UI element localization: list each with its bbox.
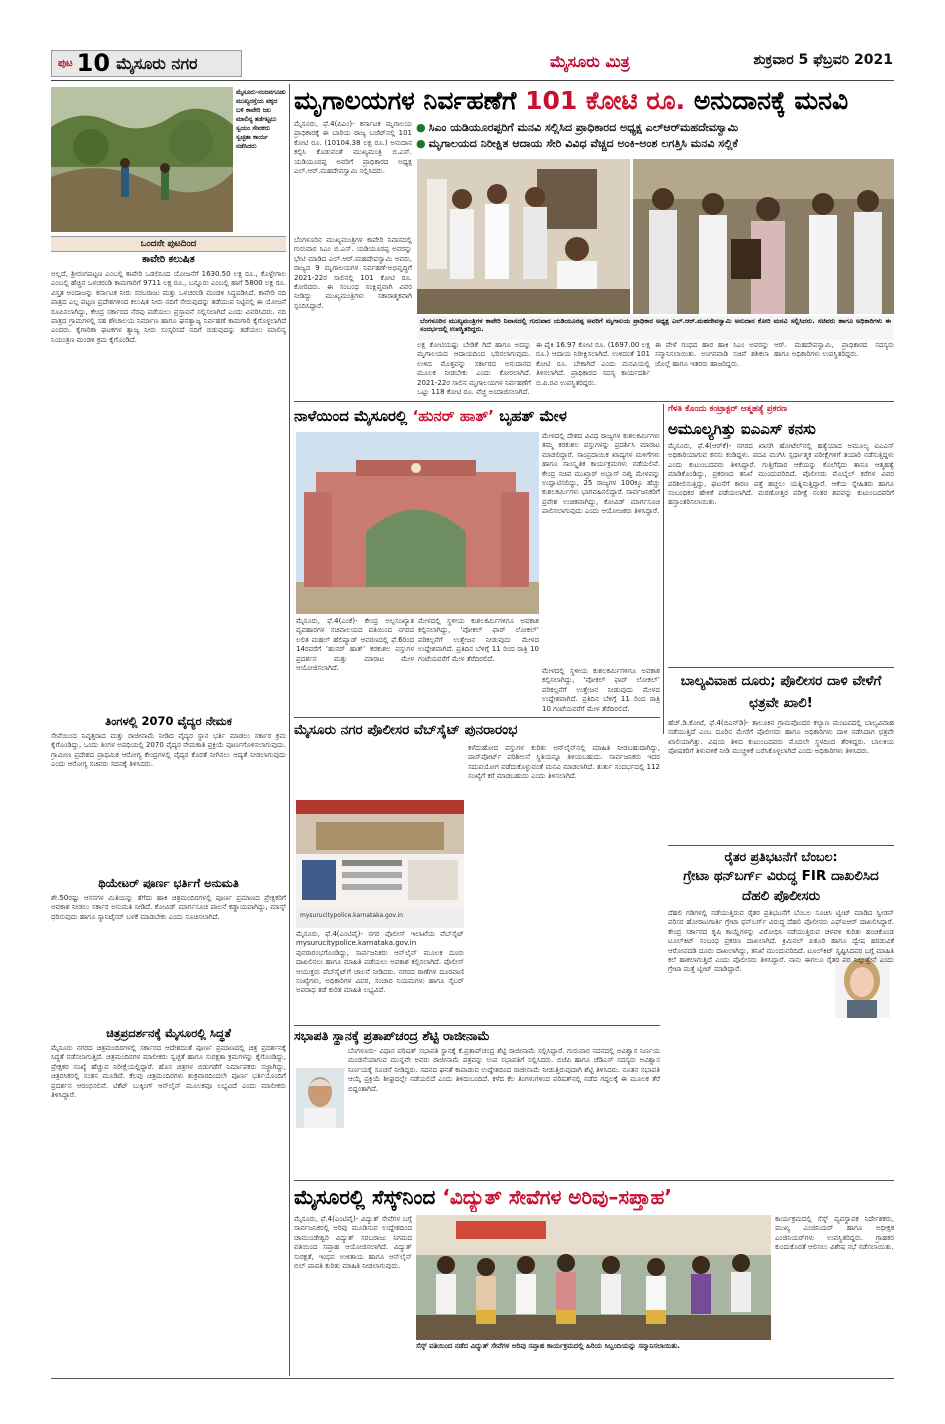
child-marriage-rule (668, 667, 894, 668)
cinema-title: ಚಿತ್ರಪ್ರದರ್ಶನಕ್ಕೆ ಮೈಸೂರಲ್ಲಿ ಸಿದ್ಧತೆ (106, 1026, 231, 1040)
hunar-body-3: ಮೇಳದಲ್ಲಿ ಸ್ಥಳೀಯ ಕುಶಲಕರ್ಮಿಗಳಿಗೂ ಅವಕಾಶ ಕಲ್ಪಿಸಲಾಗಿದ್ದು, ‘ವೋಕಲ್ ಫಾರ್ ಲೋಕಲ್’ ಪರಿಕಲ್ಪನೆಗೆ ಉತ್ತೇಜನ ನೀಡುವುದು ಮೇಳದ ಉದ್ದೇಶವಾಗಿದೆ. ಪ್ರತಿದಿನ ಬೆಳಿಗ್ಗೆ 11 ರಿಂದ ರಾತ್ರಿ 10 ಗಂಟೆಯವರೆಗೆ ಮೇಳ ತೆರೆದಿರಲಿದೆ. (542, 667, 660, 713)
hunar-headline-highlight: ‘ಹುನರ್ ಹಾತ್’ (412, 407, 494, 425)
zoo-intro-2: ಬೆಂಗಳೂರಿನ ಮುಖ್ಯಮಂತ್ರಿಗಳ ಕಾವೇರಿ ನಿವಾಸದಲ್ಲಿ ಗುರುವಾರ ಸಿಎಂ ಬಿ.ಎಸ್. ಯಡಿಯೂರಪ್ಪ ಅವರನ್ನು ಭೇಟಿ ಮಾಡಿದ ಎಲ್.ಆರ್.ಮಹದೇವಸ್ವಾಮಿ ಅವರು, ರಾಜ್ಯದ 9 ಮೃಗಾಲಯಗಳ ನಿರ್ವಹಣೆ-ಅಭಿವೃದ್ಧಿಗೆ 2021-22ರ ಸಾಲಿನಲ್ಲಿ 101 ಕೋಟಿ ರೂ. ಕೋರಿದರು. ಈ ಸಂಬಂಧ ಸಂಕ್ಷಿಪ್ತವಾಗಿ ವಿವರ ನೀಡಿದ್ದು ಮುಖ್ಯಮಂತ್ರಿಗಳು ಸಕಾರಾತ್ಮಕವಾಗಿ ಸ್ಪಂದಿಸಿದ್ದಾರೆ. (294, 236, 412, 310)
zoo-photo-cm-meeting (417, 159, 630, 314)
hunar-caption-intro: ಮೈಸೂರು, ಫೆ.4(ಎಂಕೆ)- ಕೇಂದ್ರ ಅಲ್ಪಸಂಖ್ಯಾತ ವ್ಯವಹಾರಗಳ ಸಚಿವಾಲಯದ ವತಿಯಿಂದ ನಗರದ ಲಲಿತ ಮಹಲ್ ಹೆಲಿಪ್ಯಾಡ್ ಆವರಣದಲ್ಲಿ ಫೆ.6ರಿಂದ 14ರವರೆಗೆ ‘ಹುನರ್ ಹಾತ್’ ಕರಕುಶಲ ವಸ್ತುಗಳ ಪ್ರದರ್ಶನ ಮತ್ತು ಮಾರಾಟ ಮೇಳ ಆಯೋಜಿಸಲಾಗಿದೆ. (296, 617, 414, 673)
ias-title: ಅಮೂಲ್ಯಗಿತ್ತು ಐಎಎಸ್ ಕನಸು (668, 420, 816, 438)
greta-kicker: ರೈತರ ಪ್ರತಿಭಟನೆಗೆ ಬೆಂಬಲ: (724, 849, 838, 864)
zoo-headline-pre: ಮೃಗಾಲಯಗಳ ನಿರ್ವಹಣೆಗೆ (294, 86, 517, 115)
police-top-rule (294, 717, 660, 718)
masthead (0, 0, 945, 88)
zoo-bottom-rule (294, 401, 894, 402)
kaveri-title: ಕಾವೇರಿ ಕಲುಷಿತ (142, 254, 195, 265)
pratapchandra-shetty-portrait (296, 1068, 344, 1128)
zoo-col-d: ಆರ್. ಮಹದೇವಸ್ವಾಮಿ, ಪ್ರಾಧಿಕಾರದ ಸದಸ್ಯರು ಹಾಗೂ ಅಧಿಕಾರಿಗಳು ಉಪಸ್ಥಿತರಿದ್ದರು. (774, 341, 894, 359)
page-bottom-rule (51, 1378, 894, 1379)
chairman-body: ಬೆಂಗಳೂರು- ವಿಧಾನ ಪರಿಷತ್ ಸಭಾಪತಿ ಸ್ಥಾನಕ್ಕೆ ಕೆ.ಪ್ರತಾಪ್‌ಚಂದ್ರ ಶೆಟ್ಟಿ ರಾಜೀನಾಮೆ ಸಲ್ಲಿಸಿದ್ದಾರೆ. ಗುರುವಾರ ಸದನದಲ್ಲಿ ಅವಿಶ್ವಾಸ ನಿರ್ಣಯ ಮಂಡನೆಯಾಗುವ ಮುನ್ನವೇ ಅವರು ರಾಜೀನಾಮೆ ಪತ್ರವನ್ನು ಉಪ ಸಭಾಪತಿಗೆ ಸಲ್ಲಿಸಿದರು. ಬಿಜೆಪಿ ಹಾಗೂ ಜೆಡಿಎಸ್ ಸದಸ್ಯರು ಅವಿಶ್ವಾಸ ನಿರ್ಣಯಕ್ಕೆ ಸೂಚನೆ ನೀಡಿದ್ದರು. ಸದನದ ಘನತೆ ಕಾಪಾಡುವ ಉದ್ದೇಶದಿಂದ ರಾಜೀನಾಮೆ ನೀಡುತ್ತಿರುವುದಾಗಿ ಶೆಟ್ಟಿ ತಿಳಿಸಿದರು. ನೂತನ ಸಭಾಪತಿ ಆಯ್ಕೆ ಪ್ರಕ್ರಿಯೆ ಶೀಘ್ರದಲ್ಲೇ ನಡೆಯಲಿದೆ ಎಂದು ತಿಳಿದುಬಂದಿದೆ. ಕಳೆದ ಕೆಲ ತಿಂಗಳುಗಳಿಂದ ಪರಿಷತ್‌ನಲ್ಲಿ ನಡೆದ ಗದ್ದಲಕ್ಕೆ ಈ ಮೂಲಕ ತೆರೆ ಬಿದ್ದಂತಾಗಿದೆ. (348, 1047, 660, 1093)
hunar-body-2: ಮೇಳದಲ್ಲಿ ಸ್ಥಳೀಯ ಕುಶಲಕರ್ಮಿಗಳಿಗೂ ಅವಕಾಶ ಕಲ್ಪಿಸಲಾಗಿದ್ದು, ‘ವೋಕಲ್ ಫಾರ್ ಲೋಕಲ್’ ಪರಿಕಲ್ಪನೆಗೆ ಉತ್ತೇಜನ ನೀಡುವುದು ಮೇಳದ ಉದ್ದೇಶವಾಗಿದೆ. ಪ್ರತಿದಿನ ಬೆಳಿಗ್ಗೆ 11 ರಿಂದ ರಾತ್ರಿ 10 ಗಂಟೆಯವರೆಗೆ ಮೇಳ ತೆರೆದಿರಲಿದೆ. (418, 617, 539, 663)
column-divider (289, 84, 290, 1376)
child-marriage-title: ಬಾಲ್ಯವಿವಾಹ ದೂರು; ಪೊಲೀಸರ ದಾಳಿ ವೇಳೆಗೆ ಛತ್ರವೇ ಖಾಲಿ! (680, 673, 882, 711)
police-web-body-2: ಕಳೆದುಹೋದ ವಸ್ತುಗಳ ಕುರಿತು ಆನ್‌ಲೈನ್‌ನಲ್ಲಿ ಮಾಹಿತಿ ನೀಡಬಹುದಾಗಿದ್ದು, ಪಾಸ್‌ಪೋರ್ಟ್ ಪರಿಶೀಲನೆ ಸ್ಥಿತಿಯನ್ನೂ ತಿಳಿಯಬಹುದು. ಸಾರ್ವಜನಿಕರು ಇದರ ಸದುಪಯೋಗ ಪಡೆದುಕೊಳ್ಳುವಂತೆ ಮನವಿ ಮಾಡಲಾಗಿದೆ. ತುರ್ತು ಸಂದರ್ಭದಲ್ಲಿ 112 ಸಂಖ್ಯೆಗೆ ಕರೆ ಮಾಡಬಹುದು ಎಂದು ತಿಳಿಸಲಾಗಿದೆ. (468, 744, 660, 781)
zoo-headline-amount: 101 ಕೋಟಿ ರೂ. (525, 86, 686, 115)
hunar-body: ಮೇಳದಲ್ಲಿ ದೇಶದ ವಿವಿಧ ರಾಜ್ಯಗಳ ಕುಶಲಕರ್ಮಿಗಳು ತಮ್ಮ ಕರಕುಶಲ ವಸ್ತುಗಳನ್ನು ಪ್ರದರ್ಶಿಸಿ ಮಾರಾಟ ಮಾಡಲಿದ್ದಾರೆ. ಸಾಂಪ್ರದಾಯಿಕ ಖಾದ್ಯಗಳ ಮಳಿಗೆಗಳು ಹಾಗೂ ಸಾಂಸ್ಕೃತಿಕ ಕಾರ್ಯಕ್ರಮಗಳು ನಡೆಯಲಿವೆ. ಕೇಂದ್ರ ಸಚಿವ ಮುಖ್ತಾರ್ ಅಬ್ಬಾಸ್ ನಖ್ವಿ ಮೇಳವನ್ನು ಉದ್ಘಾಟಿಸಲಿದ್ದು, 25 ರಾಜ್ಯಗಳ 100ಕ್ಕೂ ಹೆಚ್ಚು ಕುಶಲಕರ್ಮಿಗಳು ಭಾಗವಹಿಸಲಿದ್ದಾರೆ. ಸಾರ್ವಜನಿಕರಿಗೆ ಪ್ರವೇಶ ಉಚಿತವಾಗಿದ್ದು, ಕೋವಿಡ್ ಮಾರ್ಗಸೂಚಿ ಪಾಲಿಸಲಾಗುವುದು ಎಂದು ಆಯೋಜಕರು ತಿಳಿಸಿದ್ದಾರೆ. (542, 432, 660, 516)
cesc-body-right: ಕಾರ್ಯಕ್ರಮದಲ್ಲಿ ಸೆಸ್ಕ್ ವ್ಯವಸ್ಥಾಪಕ ನಿರ್ದೇಶಕರು, ಮುಖ್ಯ ಎಂಜಿನಿಯರ್ ಹಾಗೂ ಅಧೀಕ್ಷಕ ಎಂಜಿನಿಯರ್‌ಗಳು ಉಪಸ್ಥಿತರಿದ್ದರು. ಗ್ರಾಹಕರ ಕುಂದುಕೊರತೆ ಆಲಿಸಲು ವಿಶೇಷ ಸಭೆ ನಡೆಸಲಾಯಿತು. (775, 1215, 894, 1252)
ias-body: ಮೈಸೂರು, ಫೆ.4(ಆರ್‌ಕೆ)- ನಗರದ ಖಾಸಗಿ ಹೋಟೆಲ್‌ನಲ್ಲಿ ಹತ್ಯೆಯಾದ ಅಮೂಲ್ಯ ಐಎಎಸ್ ಅಧಿಕಾರಿಯಾಗುವ ಕನಸು ಕಂಡಿದ್ದಳು. ಪದವಿ ಮುಗಿಸಿ ಸ್ಪರ್ಧಾತ್ಮಕ ಪರೀಕ್ಷೆಗಳಿಗೆ ತಯಾರಿ ನಡೆಸುತ್ತಿದ್ದಳು ಎಂದು ಕುಟುಂಬದವರು ತಿಳಿಸಿದ್ದಾರೆ. ಗುತ್ತಿಗೆದಾರ ಆಕೆಯನ್ನು ಕೊಲೆಗೈದು ತಾನೂ ಆತ್ಮಹತ್ಯೆ ಮಾಡಿಕೊಂಡಿದ್ದು, ಪ್ರಕರಣದ ತನಿಖೆ ಮುಂದುವರಿದಿದೆ. ಪೊಲೀಸರು ಮೊಬೈಲ್ ಕರೆಗಳ ವಿವರ ಪರಿಶೀಲಿಸುತ್ತಿದ್ದು, ಘಟನೆಗೆ ಕಾರಣ ಪತ್ತೆ ಹಚ್ಚಲು ಯತ್ನಿಸುತ್ತಿದ್ದಾರೆ. ಆಕೆಯ ಸ್ನೇಹಿತರು ಹಾಗೂ ಸಂಬಂಧಿಕರ ಹೇಳಿಕೆ ಪಡೆಯಲಾಗಿದೆ. ಮರಣೋತ್ತರ ಪರೀಕ್ಷೆ ನಂತರ ಶವವನ್ನು ಕುಟುಂಬದವರಿಗೆ ಹಸ್ತಾಂತರಿಸಲಾಯಿತು. (668, 442, 894, 507)
cesc-headline-highlight: ‘ವಿದ್ಯುತ್ ಸೇವೆಗಳ ಅರಿವು–ಸಪ್ತಾಹ’ (442, 1185, 672, 1209)
cesc-body: ಮೈಸೂರು, ಫೆ.4(ಎಂಟಿವೈ)- ವಿದ್ಯುತ್ ಸೇವೆಗಳ ಬಗ್ಗೆ ಸಾರ್ವಜನಿಕರಲ್ಲಿ ಅರಿವು ಮೂಡಿಸುವ ಉದ್ದೇಶದಿಂದ ಚಾಮುಂಡೇಶ್ವರಿ ವಿದ್ಯುತ್ ಸರಬರಾಜು ನಿಗಮದ ವತಿಯಿಂದ ಸಪ್ತಾಹ ಆಯೋಜಿಸಲಾಗಿದೆ. ವಿದ್ಯುತ್ ಸುರಕ್ಷತೆ, ಇಂಧನ ಉಳಿತಾಯ ಹಾಗೂ ಆನ್‌ಲೈನ್ ಬಿಲ್ ಪಾವತಿ ಕುರಿತು ಮಾಹಿತಿ ನೀಡಲಾಗುವುದು. (294, 1215, 412, 1271)
cesc-headline (294, 1182, 894, 1212)
greta-body: ದೆಹಲಿ ಗಡಿಗಳಲ್ಲಿ ನಡೆಯುತ್ತಿರುವ ರೈತರ ಪ್ರತಿಭಟನೆಗೆ ಬೆಂಬಲ ಸೂಚಿಸಿ ಟ್ವೀಟ್ ಮಾಡಿದ ಸ್ವೀಡನ್ ಪರಿಸರ ಹೋರಾಟಗಾರ್ತಿ ಗ್ರೇಟಾ ಥನ್‌ಬರ್ಗ್ ವಿರುದ್ಧ ದೆಹಲಿ ಪೊಲೀಸರು ಎಫ್‌ಐಆರ್ ದಾಖಲಿಸಿದ್ದಾರೆ. ಕೇಂದ್ರ ಸರ್ಕಾರದ ಕೃಷಿ ಕಾಯ್ದೆಗಳನ್ನು ವಿರೋಧಿಸಿ ನಡೆಯುತ್ತಿರುವ ಚಳವಳಿ ಕುರಿತು ಹಂಚಿಕೊಂಡ ಟೂಲ್‌ಕಿಟ್ ಸಂಬಂಧ ಪ್ರಕರಣ ದಾಖಲಾಗಿದೆ. ಕ್ರಿಮಿನಲ್ ಪಿತೂರಿ ಹಾಗೂ ದ್ವೇಷ ಹರಡುವಿಕೆ ಆರೋಪದಡಿ ದೂರು ದಾಖಲಾಗಿದ್ದು, ತನಿಖೆ ಮುಂದುವರಿದಿದೆ. ಟೂಲ್‌ಕಿಟ್ ಸೃಷ್ಟಿಸಿದವರ ಬಗ್ಗೆ ಮಾಹಿತಿ ಕಲೆ ಹಾಕಲಾಗುತ್ತಿದೆ ಎಂದು ಪೊಲೀಸರು ತಿಳಿಸಿದ್ದಾರೆ. ನಾನು ಈಗಲೂ ರೈತರ ಪರ ನಿಲ್ಲುತ್ತೇನೆ ಎಂದು ಗ್ರೇಟಾ ಮತ್ತೆ ಟ್ವೀಟ್ ಮಾಡಿದ್ದಾರೆ. (668, 909, 894, 974)
greta-top-rule (668, 845, 894, 846)
hunar-headline-pre: ನಾಳೆಯಿಂದ ಮೈಸೂರಲ್ಲಿ (294, 407, 408, 425)
page-number: 10 (76, 49, 111, 77)
greta-title: ಗ್ರೇಟಾ ಥನ್‌ಬರ್ಗ್ ವಿರುದ್ಧ FIR ದಾಖಲಿಸಿದ ದೆಹಲಿ ಪೊಲೀಸರು (683, 868, 879, 904)
masthead-rule (51, 80, 894, 81)
doctors-title: ತಿಂಗಳಲ್ಲಿ 2070 ವೈದ್ಯರ ನೇಮಕ (105, 714, 232, 728)
hunar-headline-post: ಬೃಹತ್ ಮೇಳ (499, 407, 567, 425)
zoo-col-a: ಲಕ್ಷ ಕೋಟಿಯಷ್ಟು ಬೇಡಿಕೆ ಗಿದೆ ಹಾಗೂ ಅದನ್ನು ಮೃಗಾಲಯದ ಆದಾಯದಿಂದ ಭರಿಸಲಾಗುವುದು. ಉಳಿದ ಮೊತ್ತವನ್ನು ಸರ್ಕಾರದ ಅನುದಾನದ ಮೂಲಕ ನೀಡಬೇಕು ಎಂದು ಕೋರಲಾಗಿದೆ. 2021-22ರ ಸಾಲಿನ ಮೃಗಾಲಯಗಳ ನಿರ್ವಹಣೆಗೆ ಒಟ್ಟು 118 ಕೋಟಿ ರೂ. ವೆಚ್ಚ ಅಂದಾಜಿಸಲಾಗಿದೆ. (417, 341, 531, 397)
zoo-col-c: ಈ ವೇಳೆ ಗಂಧದ ಹಾರ ಹಾಕಿ ಸಿಎಂ ಅವರನ್ನು ಸನ್ಮಾನಿಸಲಾಯಿತು. ಅಂಗನವಾಡಿ ಸಚಿವೆ ಶಶಿಕಲಾ ಜೊಲ್ಲೆ ಹಾಗೂ ಇತರರು ಹಾಜರಿದ್ದರು. (655, 341, 769, 368)
cesc-top-rule (294, 1180, 894, 1181)
section-title: ಮೈಸೂರು ನಗರ (116, 53, 198, 73)
zoo-bullet-1: ● ಸಿಎಂ ಯಡಿಯೂರಪ್ಪರಿಗೆ ಮನವಿ ಸಲ್ಲಿಸಿದ ಪ್ರಾಧಿಕಾರದ ಅಧ್ಯಕ್ಷ ಎಲ್‌ಆರ್‌ಮಹದೇವಸ್ವಾಮಿ (416, 121, 739, 134)
chairman-top-rule (294, 1025, 660, 1026)
zoo-headline-post: ಅನುದಾನಕ್ಕೆ ಮನವಿ (693, 86, 849, 115)
continued-band: ಒಂದನೇ ಪುಟದಿಂದ (51, 236, 286, 252)
page-prefix: ಪುಟ (58, 58, 73, 69)
ias-kicker (668, 404, 894, 418)
zoo-photo-caption: ಬೆಂಗಳೂರಿನ ಮುಖ್ಯಮಂತ್ರಿಗಳ ಕಾವೇರಿ ನಿವಾಸದಲ್ಲಿ ಗುರುವಾರ ಯಡಿಯೂರಪ್ಪ ಅವರಿಗೆ ಮೃಗಾಲಯ ಪ್ರಾಧಿಕಾರ ಅಧ್ಯಕ್ಷ ಎಲ್.ಆರ್.ಮಹದೇವಸ್ವಾಮಿ ಅನುದಾನ ಕೋರಿ ಮನವಿ ಸಲ್ಲಿಸಿದರು. ಸಚಿವರು ಹಾಗೂ ಅಧಿಕಾರಿಗಳು ಈ ಸಂದರ್ಭದಲ್ಲಿ ಉಪಸ್ಥಿತರಿದ್ದರು. (417, 316, 894, 340)
theatre-title: ಥಿಯೇಟರ್ ಪೂರ್ಣ ಭರ್ತಿಗೆ ಅನುಮತಿ (98, 876, 239, 890)
theatre-body: ಶೇ.50ರಷ್ಟು ಆಸನಗಳ ಮಿತಿಯನ್ನು ತೆಗೆದು ಹಾಕಿ ಚಿತ್ರಮಂದಿರಗಳಲ್ಲಿ ಪೂರ್ಣ ಪ್ರಮಾಣದ ಪ್ರೇಕ್ಷಕರಿಗೆ ಅವಕಾಶ ನೀಡಲು ಸರ್ಕಾರ ಅನುಮತಿ ನೀಡಿದೆ. ಕೋವಿಡ್ ಮಾರ್ಗಸೂಚಿ ಪಾಲನೆ ಕಡ್ಡಾಯವಾಗಿದ್ದು, ಮಾಸ್ಕ್ ಧರಿಸುವುದು ಹಾಗೂ ಸ್ಯಾನಿಟೈಸರ್ ಬಳಕೆ ಮಾಡಬೇಕು ಎಂದು ಸೂಚಿಸಲಾಗಿದೆ. (51, 894, 286, 921)
kaveri-body: ಅಲ್ಲದೆ, ಶ್ರೀರಂಗಪಟ್ಟಣ ಎಂಬಲ್ಲಿ ಕಾವೇರಿ ಒಡಲಿನಿಂದ ಯೋಜನೆಗೆ 1630.50 ಲಕ್ಷ ರೂ., ಕೊಳ್ಳೇಗಾಲ ಎಂಬಲ್ಲಿ ಹೆಚ್ಚಿನ ಒಳಚರಂಡಿ ಕಾಮಗಾರಿಗೆ 9711 ಲಕ್ಷ ರೂ., ಬನ್ನೂರು ಎಂಬಲ್ಲಿ ಹಾಗೆ 5800 ಲಕ್ಷ ರೂ. ವಿಸ್ತೃತ ಅಂದಾಜನ್ನು ಕರ್ನಾಟಕ ನೀರು ಸರಬರಾಜು ಮತ್ತು ಒಳಚರಂಡಿ ಮಂಡಳಿ ಸಿದ್ಧಪಡಿಸಿದೆ. ಕಾವೇರಿ ನದಿ ಪಾತ್ರದ ಎಲ್ಲ ಪಟ್ಟಣ ಪ್ರದೇಶಗಳಿಂದ ಕಲುಷಿತ ನೀರು ನದಿಗೆ ಸೇರುವುದನ್ನು ತಡೆಯುವ ನಿಟ್ಟಿನಲ್ಲಿ ಈ ಯೋಜನೆ ರೂಪಿಸಲಾಗಿದ್ದು, ಕೇಂದ್ರ ಸರ್ಕಾರದ ನೆರವು ಪಡೆಯಲು ಪ್ರಸ್ತಾವನೆ ಸಲ್ಲಿಸಲಾಗಿದೆ ಎಂದು ವಿವರಿಸಿದರು. ನದಿ ಪಾತ್ರದ ಗ್ರಾಮಗಳಲ್ಲಿ ಸಹ ಶೌಚಾಲಯ ನಿರ್ಮಾಣ ಹಾಗೂ ಘನತ್ಯಾಜ್ಯ ನಿರ್ವಹಣೆ ಕಾಮಗಾರಿ ಕೈಗೊಳ್ಳಲಾಗಿದೆ ಎಂದರು. ಕೈಗಾರಿಕಾ ಘಟಕಗಳ ತ್ಯಾಜ್ಯ ನೀರು ಸಂಸ್ಕರಿಸದೆ ನದಿಗೆ ಬಿಡುವುದನ್ನು ತಡೆಯಲು ಮಾಲಿನ್ಯ ನಿಯಂತ್ರಣ ಮಂಡಳಿ ಕ್ರಮ ಕೈಗೊಂಡಿದೆ. (51, 270, 286, 344)
hunar-ias-divider (663, 404, 664, 734)
zoo-photo-felicitation (633, 159, 894, 314)
police-website-url: mysurucitypolice.karnataka.gov.in (300, 912, 403, 919)
zoo-subheads (416, 120, 894, 156)
zoo-bullet-1-text: ಸಿಎಂ ಯಡಿಯೂರಪ್ಪರಿಗೆ ಮನವಿ ಸಲ್ಲಿಸಿದ ಪ್ರಾಧಿಕಾರದ ಅಧ್ಯಕ್ಷ ಎಲ್‌ಆರ್‌ಮಹದೇವಸ್ವಾಮಿ (428, 121, 739, 134)
newspaper-logo: ಮೈಸೂರು ಮಿತ್ರ (550, 52, 630, 71)
cesc-headline-pre: ಮೈಸೂರಲ್ಲಿ ಸೆಸ್ಕ್‌ನಿಂದ (294, 1185, 436, 1209)
issue-date: ಶುಕ್ರವಾರ 5 ಫೆಬ್ರವರಿ 2021 (753, 52, 893, 68)
police-web-body: ಮೈಸೂರು, ಫೆ.4(ಎಂಟಿವೈ)- ನಗರ ಪೊಲೀಸ್ ಇಲಾಖೆಯ ವೆಬ್‌ಸೈಟ್ mysurucitypolice.karnataka.gov.in ಪುನರಾರಂಭಗೊಂಡಿದ್ದು, ಸಾರ್ವಜನಿಕರು ಆನ್‌ಲೈನ್ ಮೂಲಕ ದೂರು ದಾಖಲಿಸಲು ಹಾಗೂ ಮಾಹಿತಿ ಪಡೆಯಲು ಅವಕಾಶ ಕಲ್ಪಿಸಲಾಗಿದೆ. ಪೊಲೀಸ್ ಆಯುಕ್ತರು ವೆಬ್‌ಸೈಟ್‌ಗೆ ಚಾಲನೆ ನೀಡಿದರು. ನಗರದ ಠಾಣೆಗಳ ದೂರವಾಣಿ ಸಂಖ್ಯೆಗಳು, ಅಧಿಕಾರಿಗಳ ವಿವರ, ಸಂಚಾರ ನಿಯಮಗಳು ಹಾಗೂ ಸೈಬರ್ ಅಪರಾಧ ತಡೆ ಕುರಿತ ಮಾಹಿತಿ ಲಭ್ಯವಿದೆ. (296, 930, 464, 995)
child-marriage-body: ಹೆಚ್.ಡಿ.ಕೋಟೆ, ಫೆ.4(ಬಿಎನ್‌ಡಿ)- ತಾಲೂಕಿನ ಗ್ರಾಮವೊಂದರ ಕಲ್ಯಾಣ ಮಂಟಪದಲ್ಲಿ ಬಾಲ್ಯವಿವಾಹ ನಡೆಯುತ್ತಿದೆ ಎಂಬ ದೂರಿನ ಮೇರೆಗೆ ಪೊಲೀಸರು ಹಾಗೂ ಅಧಿಕಾರಿಗಳು ದಾಳಿ ನಡೆಸಿದಾಗ ಛತ್ರವೇ ಖಾಲಿಯಾಗಿತ್ತು. ವಿಷಯ ತಿಳಿದ ಕುಟುಂಬದವರು ಮೊದಲೇ ಸ್ಥಳದಿಂದ ತೆರಳಿದ್ದರು. ಬಾಲಕಿಯ ಪೋಷಕರಿಗೆ ತಿಳುವಳಿಕೆ ನೀಡಿ ಮುಚ್ಚಳಿಕೆ ಬರೆಸಿಕೊಳ್ಳಲಾಗಿದೆ ಎಂದು ಅಧಿಕಾರಿಗಳು ತಿಳಿಸಿದರು. (668, 719, 894, 756)
chairman-title: ಸಭಾಪತಿ ಸ್ಥಾನಕ್ಕೆ ಪ್ರತಾಪ್‌ಚಂದ್ರ ಶೆಟ್ಟಿ ರಾಜೀನಾಮೆ (294, 1028, 490, 1043)
zoo-intro: ಮೈಸೂರು, ಫೆ.4(ಪಿಎಂ)- ಕರ್ನಾಟಕ ಮೃಗಾಲಯ ಪ್ರಾಧಿಕಾರಕ್ಕೆ ಈ ಬಾರಿಯ ರಾಜ್ಯ ಬಜೆಟ್‌ನಲ್ಲಿ 101 ಕೋಟಿ ರೂ. (10104.38 ಲಕ್ಷ ರೂ.) ಅನುದಾನ ಕಲ್ಪಿಸಿ ಕೊಡುವಂತೆ ಮುಖ್ಯಮಂತ್ರಿ ಬಿ.ಎಸ್. ಯಡಿಯೂರಪ್ಪ ಅವರಿಗೆ ಪ್ರಾಧಿಕಾರದ ಅಧ್ಯಕ್ಷ ಎಲ್.ಆರ್.ಮಹದೇವಸ್ವಾಮಿ ಸಲ್ಲಿಸಿದರು. (294, 120, 412, 176)
police-website-screenshot (296, 800, 464, 928)
zoo-bullet-2: ● ಮೃಗಾಲಯದ ನಿರೀಕ್ಷಿತ ಆದಾಯ ಸೇರಿ ವಿವಿಧ ವೆಚ್ಚದ ಅಂಕಿ-ಅಂಶ ಲಗತ್ತಿಸಿ ಮನವಿ ಸಲ್ಲಿಕೆ (416, 137, 738, 150)
cinema-body: ಮೈಸೂರು ನಗರದ ಚಿತ್ರಮಂದಿರಗಳಲ್ಲಿ ಸರ್ಕಾರದ ಆದೇಶದಂತೆ ಪೂರ್ಣ ಪ್ರಮಾಣದಲ್ಲಿ ಚಿತ್ರ ಪ್ರದರ್ಶನಕ್ಕೆ ಸಿದ್ಧತೆ ನಡೆಸಲಾಗುತ್ತಿದೆ. ಚಿತ್ರಮಂದಿರಗಳ ಮಾಲೀಕರು ಸ್ವಚ್ಛತೆ ಹಾಗೂ ಸುರಕ್ಷತಾ ಕ್ರಮಗಳನ್ನು ಕೈಗೊಂಡಿದ್ದು, ಪ್ರೇಕ್ಷಕರ ಸಂಖ್ಯೆ ಹೆಚ್ಚುವ ನಿರೀಕ್ಷೆಯಲ್ಲಿದ್ದಾರೆ. ಹೊಸ ಚಿತ್ರಗಳ ಬಿಡುಗಡೆಗೆ ನಿರ್ಮಾಪಕರು ಸಜ್ಜಾಗಿದ್ದು, ಚಿತ್ರರಸಿಕರಲ್ಲಿ ಸಂತಸ ಮೂಡಿದೆ. ಕೆಲವು ಚಿತ್ರಮಂದಿರಗಳು ಶುಕ್ರವಾರದಿಂದಲೇ ಪೂರ್ಣ ಭರ್ತಿಯೊಂದಿಗೆ ಪ್ರದರ್ಶನ ಆರಂಭಿಸಲಿವೆ. ಟಿಕೆಟ್ ಬುಕ್ಕಿಂಗ್ ಆನ್‌ಲೈನ್ ಮೂಲಕವೂ ಲಭ್ಯವಿದೆ ಎಂದು ಮಾಲೀಕರು ತಿಳಿಸಿದ್ದಾರೆ. (51, 1044, 286, 1100)
kaveri-cleanup-photo (51, 87, 233, 232)
kaveri-photo-caption: ಮೈಸೂರು-ನಂಜನಗೂಡು ಮುಖ್ಯರಸ್ತೆಯ ಪಕ್ಕದ ಬಳಿ ಕಾವೇರಿ ಜಲ ಮಾಲಿನ್ಯ ತಡೆಗಟ್ಟಲು ಸ್ವಯಂ ಸೇವಕರು ಸ್ವಚ್ಛತಾ ಕಾರ್ಯ ನಡೆಸಿದರು (236, 89, 286, 150)
zoo-col-b: ಈ ಪೈಕಿ 16.97 ಕೋಟಿ ರೂ. (1697.00 ಲಕ್ಷ ರೂ.) ಆದಾಯ ನಿರೀಕ್ಷಿಸಲಾಗಿದೆ. ಉಳಿದಂತೆ 101 ಕೋಟಿ ರೂ. ಬೇಕಾಗಿದೆ ಎಂದು ಮನವಿಯಲ್ಲಿ ತಿಳಿಸಲಾಗಿದೆ. ಪ್ರಾಧಿಕಾರದ ಸದಸ್ಯ ಕಾರ್ಯದರ್ಶಿ ಬಿ.ಪಿ.ರವಿ ಉಪಸ್ಥಿತರಿದ್ದರು. (536, 341, 650, 387)
hunar-headline (294, 404, 660, 428)
page-number-box (51, 50, 242, 77)
cesc-felicitation-photo (416, 1215, 771, 1340)
zoo-headline (294, 84, 894, 118)
ias-kicker-text: ಗೆಳತಿ ಕೊಂದು ಕಂಟ್ರಾಕ್ಟರ್ ಆತ್ಮಹತ್ಯೆ ಪ್ರಕರಣ (668, 404, 788, 414)
cesc-caption: ಸೆಸ್ಕ್ ವತಿಯಿಂದ ನಡೆದ ವಿದ್ಯುತ್ ಸೇವೆಗಳ ಅರಿವು ಸಪ್ತಾಹ ಕಾರ್ಯಕ್ರಮದಲ್ಲಿ ಹಿರಿಯ ಸಿಬ್ಬಂದಿಯನ್ನು ಸನ್ಮಾನಿಸಲಾಯಿತು. (416, 1342, 681, 1350)
zoo-bullet-2-text: ಮೃಗಾಲಯದ ನಿರೀಕ್ಷಿತ ಆದಾಯ ಸೇರಿ ವಿವಿಧ ವೆಚ್ಚದ ಅಂಕಿ-ಅಂಶ ಲಗತ್ತಿಸಿ ಮನವಿ ಸಲ್ಲಿಕೆ (428, 137, 738, 150)
hunar-gate-photo (296, 432, 539, 614)
doctors-body: ಸೇವೆಯಿಂದ ನಿವೃತ್ತರಾದ ಮತ್ತು ರಾಜೀನಾಮೆ ನೀಡಿದ ವೈದ್ಯರ ಸ್ಥಾನ ಭರ್ತಿ ಮಾಡಲು ಸರ್ಕಾರ ಕ್ರಮ ಕೈಗೊಂಡಿದ್ದು, ಒಂದು ತಿಂಗಳ ಅವಧಿಯಲ್ಲಿ 2070 ವೈದ್ಯರ ನೇಮಕಾತಿ ಪ್ರಕ್ರಿಯೆ ಪೂರ್ಣಗೊಳಿಸಲಾಗುವುದು. ಗ್ರಾಮೀಣ ಪ್ರದೇಶದ ಪ್ರಾಥಮಿಕ ಆರೋಗ್ಯ ಕೇಂದ್ರಗಳಲ್ಲಿ ವೈದ್ಯರ ಕೊರತೆ ನೀಗಿಸಲು ಆದ್ಯತೆ ನೀಡಲಾಗುವುದು ಎಂದು ಆರೋಗ್ಯ ಸಚಿವರು ಸದನಕ್ಕೆ ತಿಳಿಸಿದರು. (51, 732, 286, 769)
police-web-title: ಮೈಸೂರು ನಗರ ಪೊಲೀಸರ ವೆಬ್‌ಸೈಟ್ ಪುನರಾರಂಭ (294, 722, 518, 738)
